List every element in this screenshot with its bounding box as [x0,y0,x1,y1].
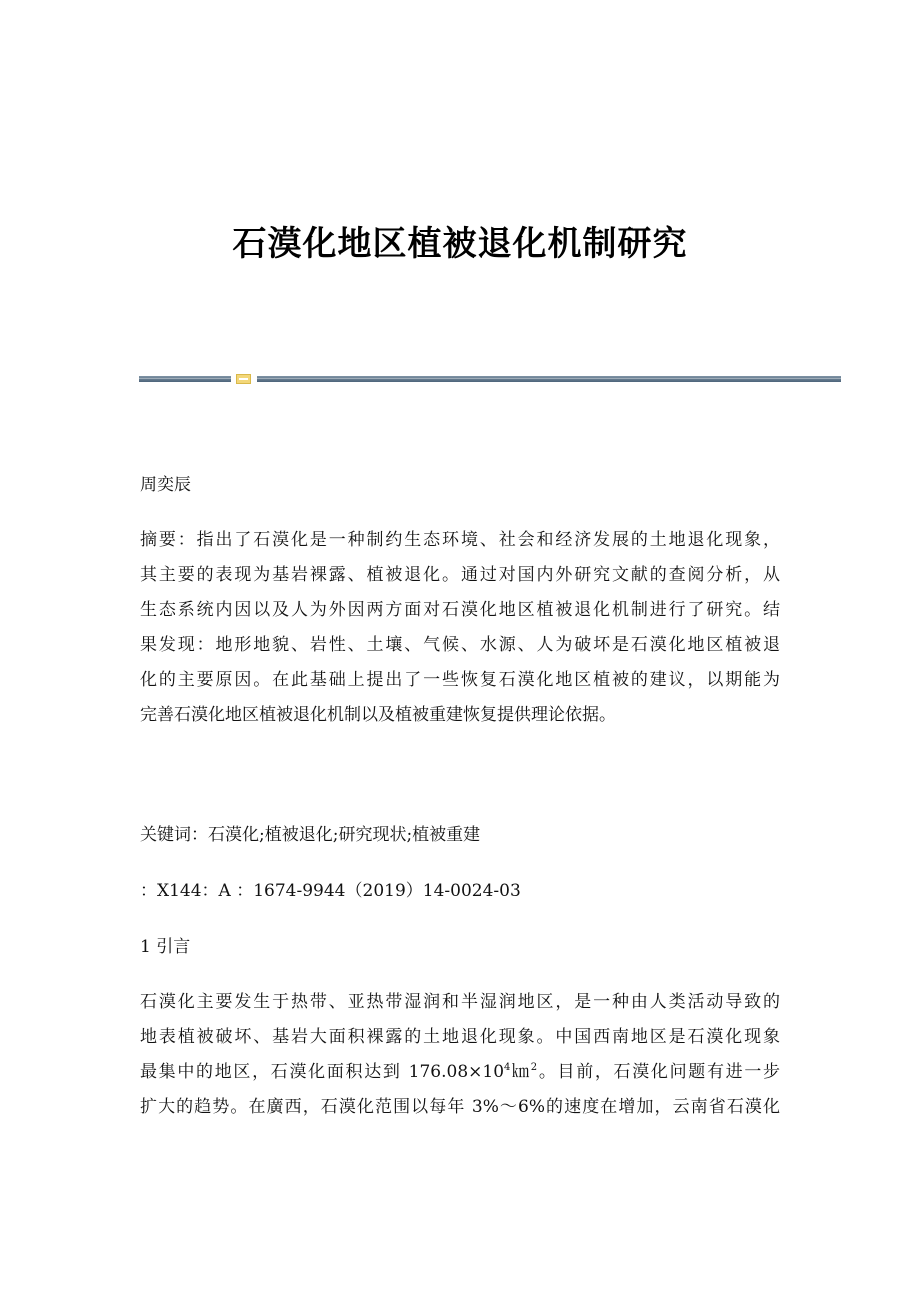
title-divider [139,374,841,384]
intro-line: 地表植被破坏、基岩大面积裸露的土地退化现象。中国西南地区是石漠化现象 [140,1027,780,1047]
section-heading-text: 1 引言 [140,937,191,957]
divider-ornament-icon [236,374,251,384]
keywords [140,818,780,853]
classification-text: ：X144：A ：1674-9944（2019）14-0024-03 [140,881,521,901]
unit-exponent: 2 [530,1062,538,1073]
abstract-line: 其主要的表现为基岩裸露、植被退化。通过对国内外研究文献的查阅分析，从 [140,565,780,585]
intro-line: 扩大的趋势。在廣西，石漠化范围以每年 3%～6%的速度在增加，云南省石漠化 [140,1097,780,1117]
author-name [140,468,780,503]
abstract-line: 生态系统内因以及人为外因两方面对石漠化地区植被退化机制进行了研究。结 [140,600,780,620]
intro-line: 石漠化主要发生于热带、亚热带湿润和半湿润地区，是一种由人类活动导致的 [140,992,780,1012]
intro-line3-after: 。目前，石漠化问题有进一步 [537,1062,781,1082]
abstract-line: 完善石漠化地区植被退化机制以及植被重建恢复提供理论依据。 [140,705,616,725]
intro-line3-before: 最集中的地区，石漠化面积达到 176.08×10 [140,1062,505,1082]
keywords-text: 关键词：石漠化;植被退化;研究现状;植被重建 [140,825,481,845]
divider-bar-left [139,376,231,382]
intro-line [140,1055,780,1090]
classification-code [140,874,780,909]
author-text: 周奕辰 [140,475,191,495]
abstract-line: 化的主要原因。在此基础上提出了一些恢复石漠化地区植被的建议，以期能为 [140,670,780,690]
divider-bar-right [257,376,841,382]
unit-text: ㎞ [510,1062,531,1082]
document-title: 石漠化地区植被退化机制研究 [232,224,688,264]
section-heading [140,930,780,965]
exponent: 4 [504,1062,511,1073]
abstract [140,523,780,733]
abstract-line: 摘要：指出了石漠化是一种制约生态环境、社会和经济发展的土地退化现象， [140,530,780,550]
abstract-line: 果发现：地形地貌、岩性、土壤、气候、水源、人为破坏是石漠化地区植被退 [140,635,780,655]
intro-paragraph [140,985,780,1125]
